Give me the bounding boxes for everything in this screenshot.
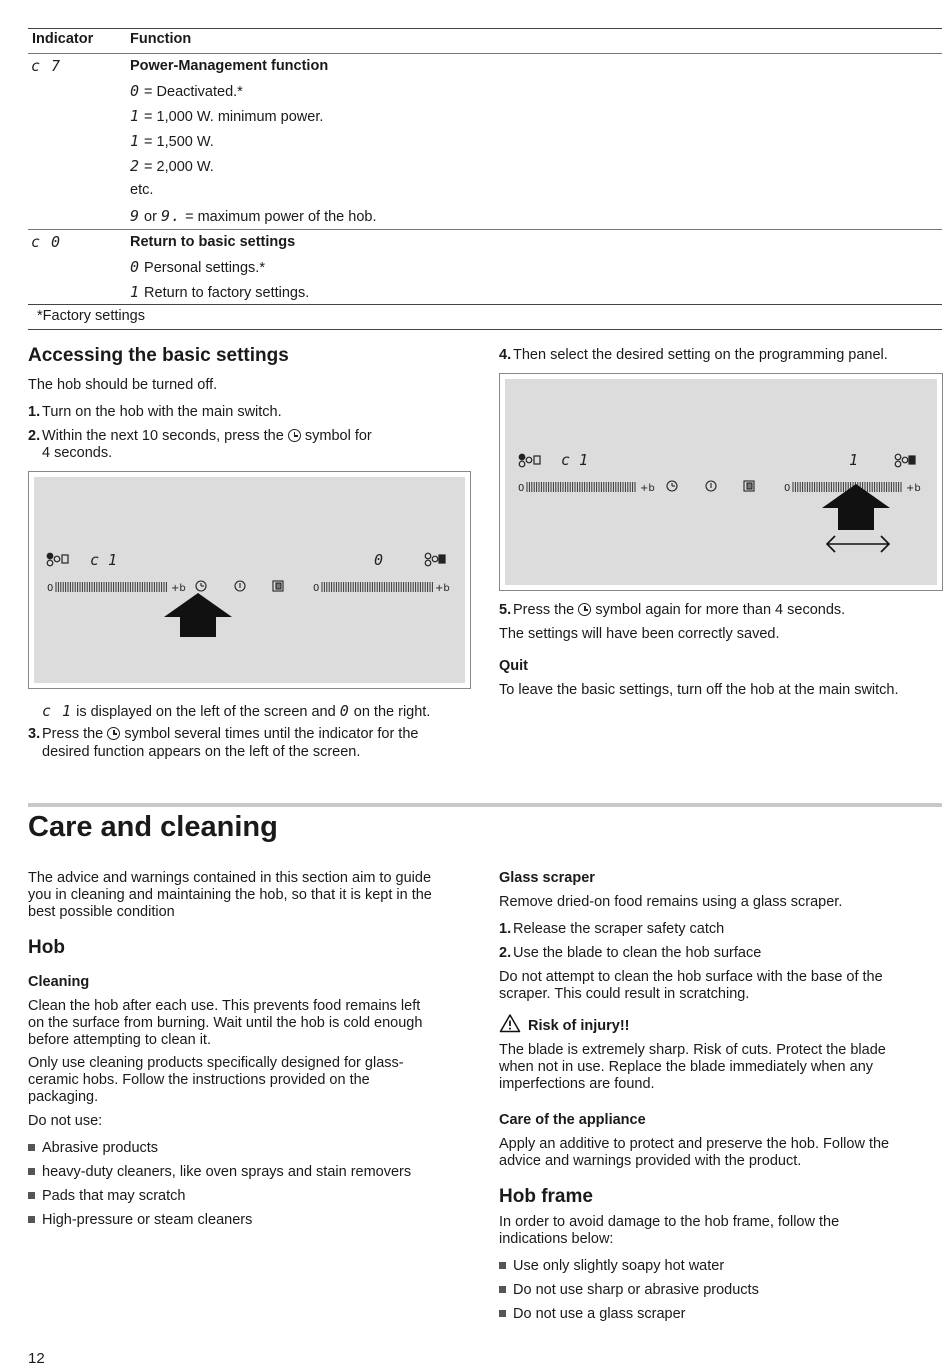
- text-line: Clean the hob after each use. This prevents food remains left: [28, 998, 421, 1014]
- list-item-text: heavy-duty cleaners, like oven sprays and stain removers: [42, 1164, 412, 1180]
- step-text: Press the: [42, 726, 104, 742]
- power-on-off-icon[interactable]: [706, 481, 716, 491]
- risk-title: Risk of injury!!: [528, 1018, 630, 1034]
- clock-icon: [107, 727, 120, 740]
- text-line: imperfections are found.: [499, 1076, 655, 1092]
- slider-plus-boost-right: +b: [435, 583, 450, 594]
- step-number: 2.: [499, 945, 512, 961]
- seg-code-9dot: 9.: [160, 207, 182, 225]
- bullet-square-icon: [28, 1144, 35, 1151]
- step-text-cont: symbol several times until the indicator for the: [124, 726, 419, 742]
- list-item-text: Do not use sharp or abrasive products: [513, 1282, 759, 1298]
- c7-row: [130, 182, 153, 198]
- step-text-cont: symbol for: [304, 428, 372, 444]
- access-intro: The hob should be turned off.: [28, 377, 218, 393]
- c0-title: Return to basic settings: [130, 234, 296, 250]
- panel-display-left: c 1: [561, 451, 589, 469]
- list-item-text: Use only slightly soapy hot water: [513, 1258, 725, 1274]
- burner-icon-left: [519, 454, 540, 467]
- c7-row: [130, 132, 214, 150]
- quit-text: To leave the basic settings, turn off the hob at the main switch.: [499, 682, 899, 698]
- seg-code: 0: [130, 258, 141, 276]
- list-item-text: Do not use a glass scraper: [513, 1306, 686, 1322]
- step-number: 1.: [499, 921, 512, 937]
- power-slider-left[interactable]: [527, 482, 635, 492]
- clock-icon: [288, 429, 301, 442]
- table-footnote-rule: [28, 304, 942, 305]
- step-2-cont: 4 seconds.: [42, 445, 113, 461]
- products-text: [28, 1055, 404, 1106]
- text-line: packaging.: [28, 1089, 99, 1105]
- bullet-square-icon: [28, 1192, 35, 1199]
- table-header-indicator: Indicator: [32, 31, 94, 47]
- timer-clock-icon[interactable]: [667, 481, 677, 491]
- text-line: Only use cleaning products specifically designed for glass-: [28, 1055, 404, 1071]
- slider-plus-boost-left: +b: [171, 583, 186, 594]
- scraper-step-2: [499, 945, 761, 961]
- arrow-up-icon: [164, 593, 232, 637]
- appliance-text: [499, 1136, 889, 1170]
- table-top-rule: [28, 28, 942, 29]
- clock-icon: [578, 603, 591, 616]
- text-line: scraper. This could result in scratching.: [499, 986, 750, 1002]
- step-number: 3.: [28, 726, 41, 742]
- seg-code-9: 9: [130, 207, 141, 225]
- panel-display-left: c 1: [90, 551, 118, 569]
- text-line: when not in use. Replace the blade immediately when any: [499, 1059, 874, 1075]
- seg-code: 1: [130, 132, 141, 150]
- step-3-cont: desired function appears on the left of the screen.: [42, 744, 361, 760]
- c7-row-text: = 1,000 W. minimum power.: [140, 109, 324, 125]
- indicator-c0: c 0: [31, 233, 62, 251]
- panel-display-right: 0: [374, 551, 384, 569]
- c7-row-max: [130, 207, 377, 225]
- slider-zero-label-left: 0: [47, 583, 54, 594]
- slider-plus-boost-right: +b: [906, 483, 921, 494]
- c0-row-text: Personal settings.*: [140, 260, 265, 276]
- burner-icon-right: [895, 454, 915, 467]
- care-intro: [28, 870, 432, 921]
- panel-display-right: 1: [849, 451, 859, 469]
- bullet-square-icon: [28, 1168, 35, 1175]
- burner-icon-right: [425, 553, 445, 566]
- list-item-text: High-pressure or steam cleaners: [42, 1212, 253, 1228]
- text-line: you in cleaning and maintaining the hob, so that it is kept in the: [28, 887, 432, 903]
- c7-row: [130, 107, 323, 125]
- table-footnote: *Factory settings: [37, 308, 145, 324]
- text-line: The blade is extremely sharp. Risk of cuts. Protect the blade: [499, 1042, 886, 1058]
- slider-zero-label-right: 0: [784, 483, 791, 494]
- saved-text: The settings will have been correctly saved.: [499, 626, 780, 642]
- table-bottom-rule: [28, 329, 942, 330]
- glass-scraper-text: Remove dried-on food remains using a glass scraper.: [499, 894, 843, 910]
- text-line: Apply an additive to protect and preserve the hob. Follow the: [499, 1136, 890, 1152]
- list-item-text: Abrasive products: [42, 1140, 159, 1156]
- step-text: Press the: [513, 602, 575, 618]
- text-line: In order to avoid damage to the hob frame, follow the: [499, 1214, 840, 1230]
- c0-row: [130, 258, 265, 276]
- list-item: [499, 1282, 759, 1298]
- step-5: [499, 602, 845, 618]
- hob-title: Hob: [28, 937, 65, 958]
- do-not-use: Do not use:: [28, 1113, 103, 1129]
- list-item: [28, 1140, 158, 1156]
- list-item-text: Pads that may scratch: [42, 1188, 186, 1204]
- seg-code: 1: [130, 107, 141, 125]
- slider-zero-label-right: 0: [313, 583, 320, 594]
- text-line: advice and warnings provided with the product.: [499, 1153, 802, 1169]
- seg-code-c1: c 1: [42, 702, 73, 720]
- table-header-rule: [28, 53, 942, 54]
- displayed-text-end: on the right.: [349, 704, 431, 720]
- text-line: before attempting to clean it.: [28, 1032, 211, 1048]
- indicator-c7: c 7: [31, 57, 62, 75]
- warning-triangle-icon: [499, 1013, 521, 1033]
- step-text: Then select the desired setting on the programming panel.: [513, 347, 888, 363]
- or-text: or: [140, 209, 161, 225]
- c7-row-text: etc.: [130, 182, 154, 198]
- text-line: ceramic hobs. Follow the instructions provided on the: [28, 1072, 370, 1088]
- table-header-function: Function: [130, 31, 192, 47]
- c7-row: [130, 157, 214, 175]
- section-divider: [28, 803, 942, 807]
- step-text: Use the blade to clean the hob surface: [513, 945, 762, 961]
- displayed-text: is displayed on the left of the screen and: [72, 704, 340, 720]
- list-item: [499, 1306, 685, 1322]
- step-number: 1.: [28, 404, 41, 420]
- control-panel-2-svg: [505, 379, 937, 585]
- bullet-square-icon: [499, 1286, 506, 1293]
- hob-frame-text: [499, 1214, 839, 1248]
- quit-title: Quit: [499, 658, 528, 674]
- list-item: [28, 1212, 252, 1228]
- c0-row: [130, 283, 309, 301]
- list-item: [28, 1164, 411, 1180]
- appliance-title: Care of the appliance: [499, 1112, 646, 1128]
- seg-code: 2: [130, 157, 141, 175]
- c7-row-text: = Deactivated.*: [140, 84, 243, 100]
- step-2: [28, 428, 372, 444]
- max-power-text: = maximum power of the hob.: [181, 209, 377, 225]
- step-number: 4.: [499, 347, 512, 363]
- c0-row-text: Return to factory settings.: [140, 285, 310, 301]
- timer-clock-icon[interactable]: [196, 581, 206, 591]
- text-line: The advice and warnings contained in this section aim to guide: [28, 870, 432, 886]
- slider-plus-boost-left: +b: [640, 483, 655, 494]
- step-4: [499, 347, 888, 363]
- list-item: [499, 1258, 724, 1274]
- scraper-warning-text: [499, 969, 883, 1003]
- step-number: 5.: [499, 602, 512, 618]
- control-panel-1-svg: [34, 477, 465, 683]
- table-row-rule: [28, 229, 942, 230]
- text-line: indications below:: [499, 1231, 614, 1247]
- step-text: Within the next 10 seconds, press the: [42, 428, 284, 444]
- power-slider-right[interactable]: [322, 582, 432, 592]
- c7-row-text: = 2,000 W.: [140, 159, 214, 175]
- bullet-square-icon: [28, 1216, 35, 1223]
- scraper-step-1: [499, 921, 724, 937]
- step-3: [28, 726, 418, 742]
- slider-zero-label-left: 0: [518, 483, 525, 494]
- cleaning-title: Cleaning: [28, 974, 90, 990]
- seg-code: 1: [130, 283, 141, 301]
- text-line: best possible condition: [28, 904, 175, 920]
- power-slider-left[interactable]: [56, 582, 166, 592]
- step-1: [28, 404, 282, 420]
- page-number: 12: [28, 1350, 45, 1367]
- burner-icon-left: [47, 553, 68, 566]
- hob-frame-title: Hob frame: [499, 1186, 593, 1207]
- bullet-square-icon: [499, 1310, 506, 1317]
- text-line: on the surface from burning. Wait until the hob is cold enough: [28, 1015, 423, 1031]
- list-item: [28, 1188, 185, 1204]
- c7-row-text: = 1,500 W.: [140, 134, 214, 150]
- bullet-square-icon: [499, 1262, 506, 1269]
- double-arrow-icon: [827, 536, 889, 552]
- step-text-cont: symbol again for more than 4 seconds.: [595, 602, 846, 618]
- seg-code-0: 0: [339, 702, 350, 720]
- text-line: Do not attempt to clean the hob surface with the base of the: [499, 969, 883, 985]
- care-title: Care and cleaning: [28, 811, 278, 843]
- lock-icon[interactable]: [744, 481, 754, 491]
- cleaning-text: [28, 998, 422, 1049]
- step-text: Release the scraper safety catch: [513, 921, 725, 937]
- c7-title: Power-Management function: [130, 58, 329, 74]
- section-title-accessing: Accessing the basic settings: [28, 345, 289, 366]
- lock-icon[interactable]: [273, 581, 283, 591]
- risk-text: [499, 1042, 886, 1093]
- step-number: 2.: [28, 428, 41, 444]
- seg-code: 0: [130, 82, 141, 100]
- glass-scraper-title: Glass scraper: [499, 870, 595, 886]
- displayed-line: [42, 702, 430, 720]
- step-text: Turn on the hob with the main switch.: [42, 404, 282, 420]
- power-on-off-icon[interactable]: [235, 581, 245, 591]
- c7-row: [130, 82, 243, 100]
